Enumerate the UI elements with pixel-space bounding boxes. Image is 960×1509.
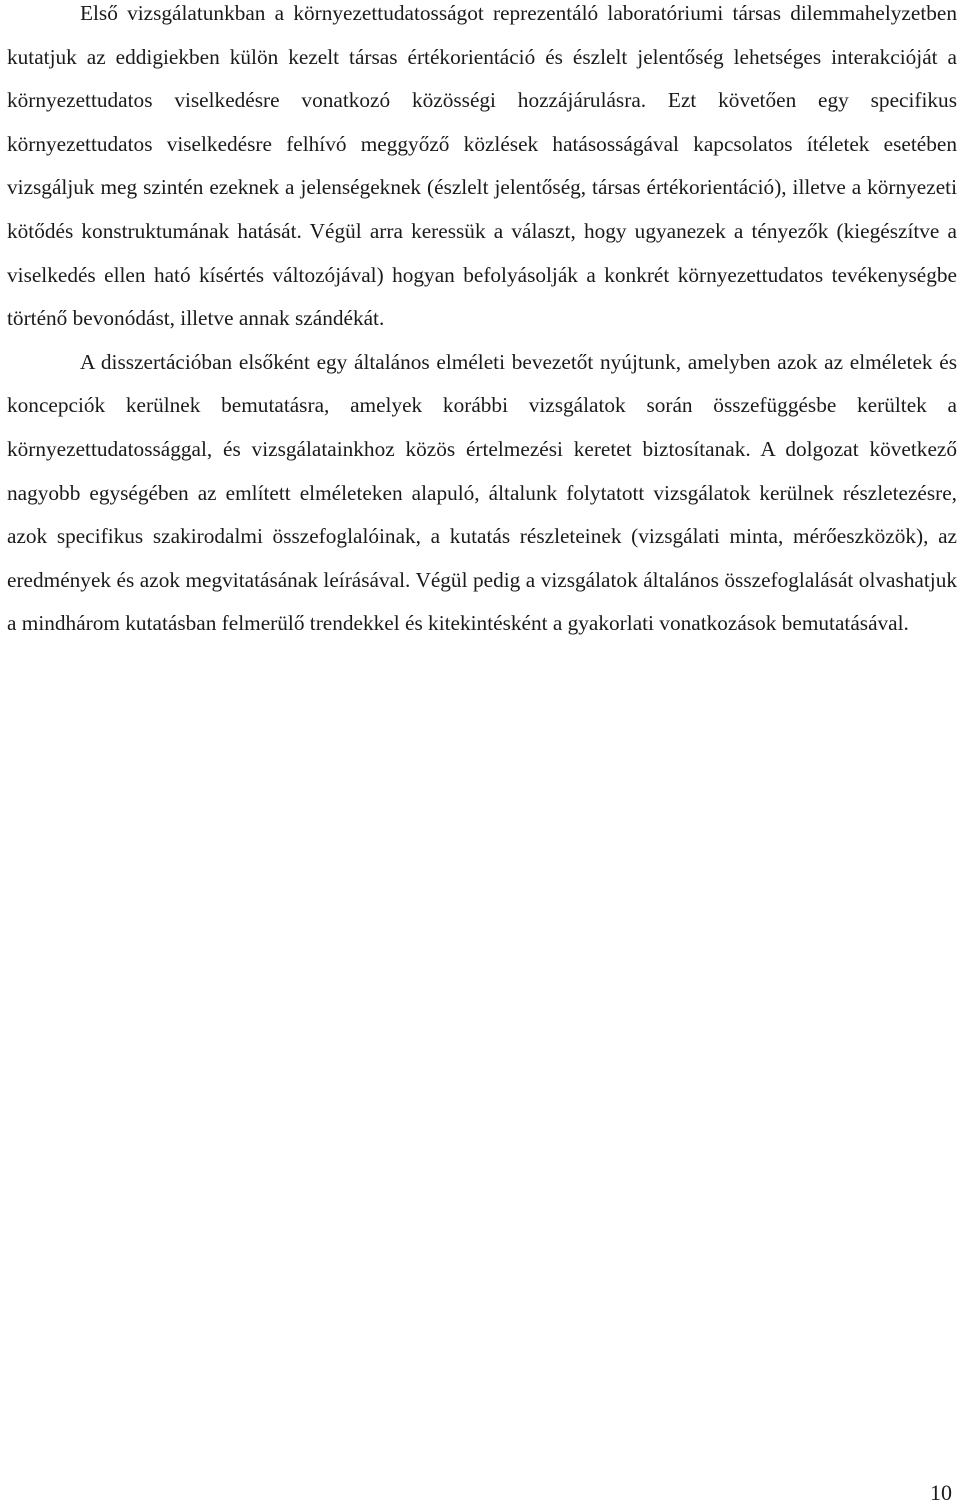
paragraph-1: Első vizsgálatunkban a környezettudatosságot reprezentáló laboratóriumi társas dilemmahelyzetben kutatjuk az eddigiekben külön kezelt társas értékorientáció és észlelt jelentőség lehetséges interakcióját a környezettudatos viselkedésre vonatkozó közösségi hozzájárulásra. Ezt követően egy specifikus környezettudatos viselkedésre felhívó meggyőző közlések hatásosságával kapcsolatos ítéletek esetében vizsgáljuk meg szintén ezeknek a jelenségeknek (észlelt jelentőség, társas értékorientáció), illetve a környezeti kötődés konstruktumának hatását. Végül arra keressük a választ, hogy ugyanezek a tényezők (kiegészítve a viselkedés ellen ható kísértés változójával) hogyan befolyásolják a konkrét környezettudatos tevékenységbe történő bevonódást, illetve annak szándékát.	[7, 1, 957, 331]
paragraph-2: A disszertációban elsőként egy általános elméleti bevezetőt nyújtunk, amelyben azok az elméletek és koncepciók kerülnek bemutatásra, amelyek korábbi vizsgálatok során összefüggésbe kerültek a környezettudatossággal, és vizsgálatainkhoz közös értelmezési keretet biztosítanak. A dolgozat következő nagyobb egységében az említett elméleteken alapuló, általunk folytatott vizsgálatok kerülnek részletezésre, azok specifikus szakirodalmi összefoglalóinak, a kutatás részleteinek (vizsgálati minta, mérőeszközök), az eredmények és azok megvitatásának leírásával. Végül pedig a vizsgálatok általános összefoglalását olvashatjuk a mindhárom kutatásban felmerülő trendekkel és kitekintésként a gyakorlati vonatkozások bemutatásával.	[7, 349, 957, 636]
page-number: 10	[930, 1480, 952, 1505]
page-body	[7, 0, 957, 646]
